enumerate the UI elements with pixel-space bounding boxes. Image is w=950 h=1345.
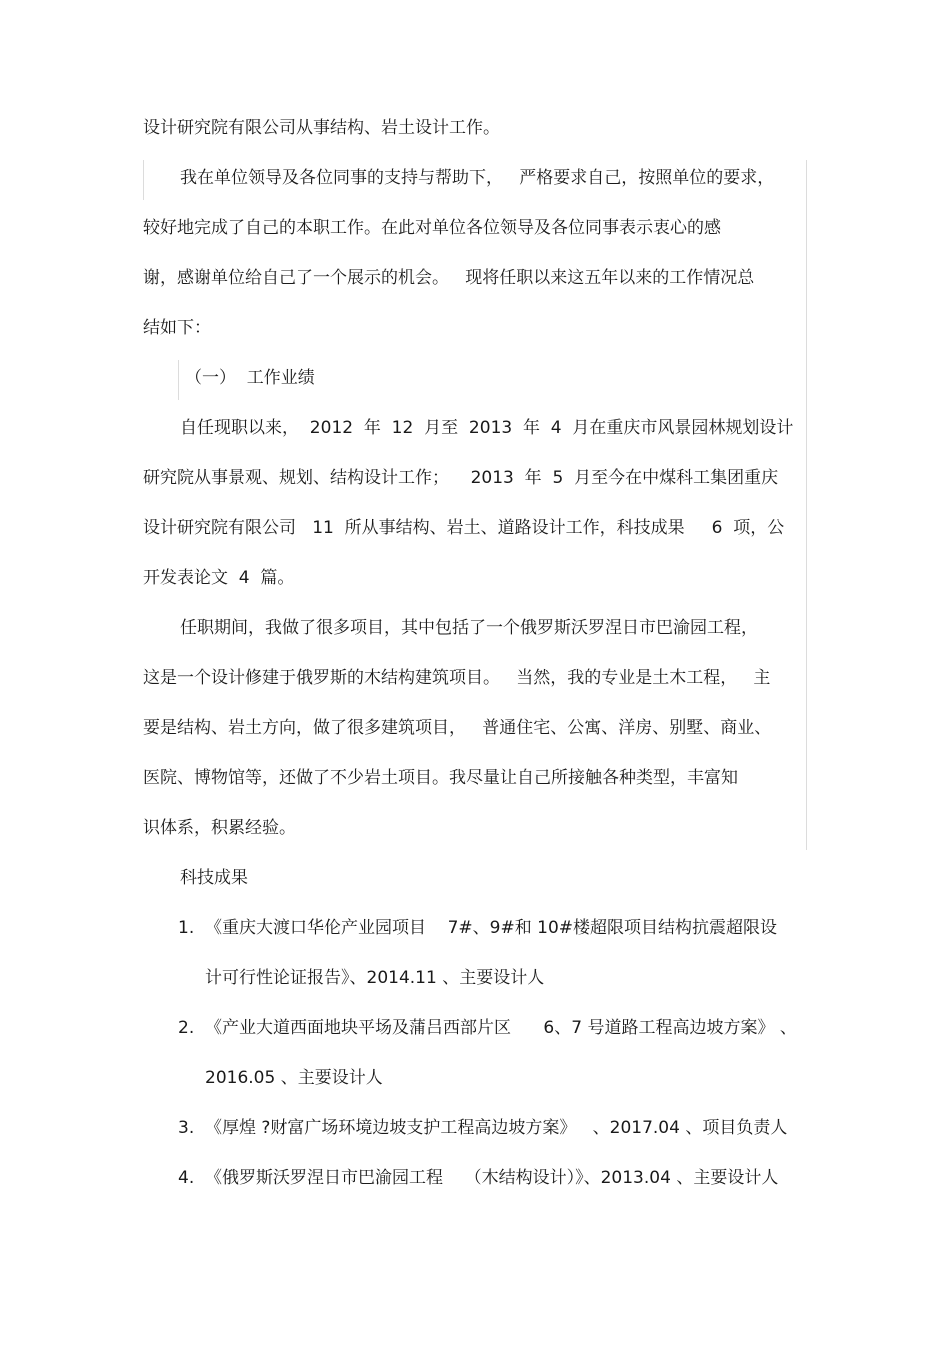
project-line: 任职期间，我做了很多项目，其中包括了一个俄罗斯沃罗涅日市巴渝园工程，	[180, 618, 758, 638]
body-line: 我在单位领导及各位同事的支持与帮助下， 严格要求自己，按照单位的要求，	[180, 168, 775, 188]
margin-rule	[143, 160, 144, 200]
margin-rule	[178, 360, 179, 400]
body-line: 较好地完成了自己的本职工作。在此对单位各位领导及各位同事表示衷心的感	[143, 218, 721, 238]
list-item: 《重庆大渡口华伦产业园项目 7#、9#和 10#楼超限项目结构抗震超限设	[205, 918, 778, 938]
list-item-number: 1.	[178, 918, 195, 938]
section-heading: （一） 工作业绩	[185, 368, 315, 388]
list-item: 《产业大道西面地块平场及蒲吕西部片区 6、7 号道路工程高边坡方案》 、	[205, 1018, 797, 1038]
project-line: 识体系，积累经验。	[143, 818, 296, 838]
list-item-number: 4.	[178, 1168, 195, 1188]
list-item-number: 3.	[178, 1118, 195, 1138]
list-item: 《厚煌 ?财富广场环境边坡支护工程高边坡方案》 、2017.04 、项目负责人	[205, 1118, 788, 1138]
list-item: 计可行性论证报告》、2014.11 、主要设计人	[205, 968, 545, 988]
body-line: 结如下：	[143, 318, 211, 338]
tech-heading: 科技成果	[180, 868, 248, 888]
achievement-line: 设计研究院有限公司 11 所从事结构、岩土、道路设计工作，科技成果 6 项，公	[143, 518, 785, 538]
body-line: 设计研究院有限公司从事结构、岩土设计工作。	[143, 118, 500, 138]
project-line: 这是一个设计修建于俄罗斯的木结构建筑项目。 当然，我的专业是土木工程， 主	[143, 668, 771, 688]
project-line: 要是结构、岩土方向，做了很多建筑项目， 普通住宅、公寓、洋房、别墅、商业、	[143, 718, 772, 738]
achievement-line: 自任现职以来， 2012 年 12 月至 2013 年 4 月在重庆市风景园林规划设计	[180, 418, 794, 438]
project-line: 医院、博物馆等，还做了不少岩土项目。我尽量让自己所接触各种类型，丰富知	[143, 768, 738, 788]
list-item: 2016.05 、主要设计人	[205, 1068, 383, 1088]
list-item-number: 2.	[178, 1018, 195, 1038]
list-item: 《俄罗斯沃罗涅日市巴渝园工程 （木结构设计）》、2013.04 、主要设计人	[205, 1168, 779, 1188]
achievement-line: 研究院从事景观、规划、结构设计工作； 2013 年 5 月至今在中煤科工集团重庆	[143, 468, 779, 488]
achievement-line: 开发表论文 4 篇。	[143, 568, 295, 588]
body-line: 谢，感谢单位给自己了一个展示的机会。 现将任职以来这五年以来的工作情况总	[143, 268, 755, 288]
margin-rule	[806, 160, 807, 850]
